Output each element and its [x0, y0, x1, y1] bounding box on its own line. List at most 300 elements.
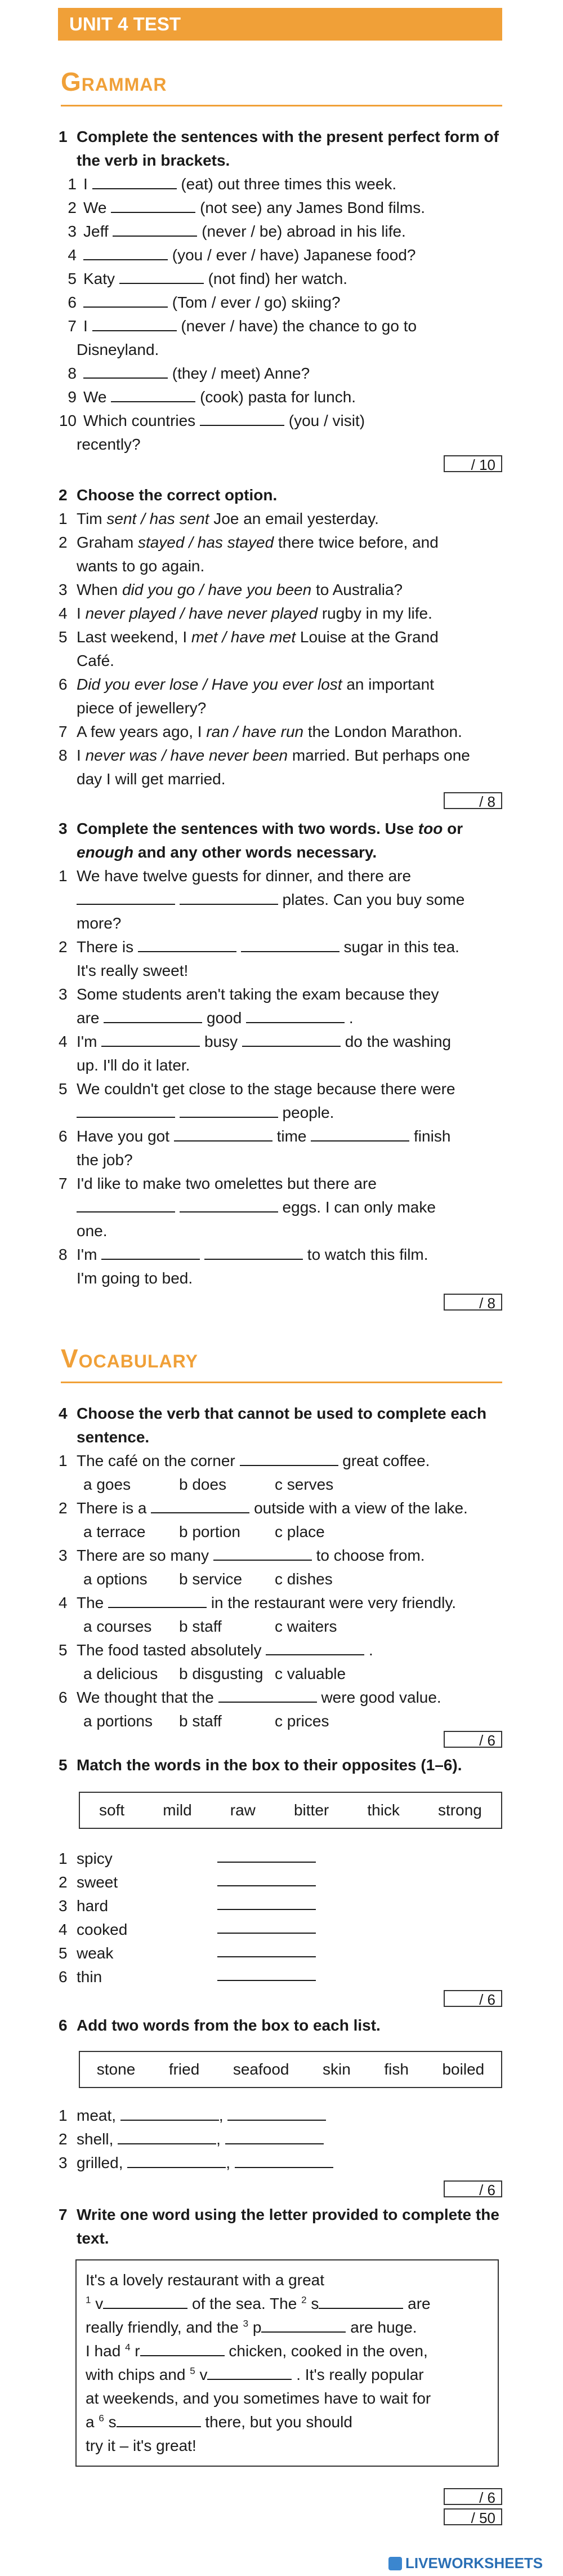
q1-item: [59, 409, 503, 433]
unit-title-bar: UNIT 4 TEST: [58, 8, 502, 41]
item-number: 1: [59, 2107, 68, 2124]
answer-blank[interactable]: [213, 1545, 312, 1561]
item-number: 6: [59, 676, 68, 693]
q7-blank-6[interactable]: [117, 2411, 201, 2427]
answer-blank[interactable]: [204, 1244, 303, 1260]
box-word: mild: [163, 1801, 192, 1819]
answer-blank[interactable]: [240, 1450, 338, 1466]
q4-options: [59, 1662, 503, 1686]
item-text: were good value.: [321, 1689, 441, 1706]
item-number: 7: [59, 723, 68, 740]
item-number: 9: [68, 388, 77, 406]
q1-item: [59, 362, 503, 385]
q2-instruction: 2 Choose the correct option.: [59, 486, 278, 504]
item-text: to Australia?: [311, 581, 403, 598]
grammar-rule: [61, 105, 502, 106]
item-continuation: [59, 1196, 503, 1219]
item-number: 8: [59, 1246, 68, 1263]
answer-blank[interactable]: [120, 2105, 219, 2121]
option-choice[interactable]: a options: [83, 1570, 148, 1588]
item-number: 5: [59, 1080, 68, 1098]
question-5: [59, 1753, 503, 1777]
box-word: seafood: [233, 2060, 289, 2078]
option-choice[interactable]: b staff: [179, 1712, 222, 1730]
answer-blank[interactable]: [113, 221, 197, 237]
q4-item: [59, 1449, 503, 1473]
item-text: (you / ever / have) Japanese food?: [172, 246, 416, 264]
answer-blank[interactable]: [127, 2152, 226, 2168]
comma-separator: ,: [218, 2107, 224, 2124]
item-number: 3: [59, 581, 68, 598]
item-text: (not find) her watch.: [208, 270, 348, 287]
question-1: [59, 125, 503, 456]
item-text: .: [369, 1641, 373, 1659]
answer-blank[interactable]: [83, 245, 168, 260]
item-continuation: [59, 767, 503, 791]
liveworksheets-logo: LIVEWORKSHEETS: [388, 2555, 543, 2572]
item-continuation: [59, 1006, 503, 1030]
option-choice[interactable]: a goes: [83, 1476, 131, 1493]
q1-item: [59, 243, 503, 267]
answer-blank[interactable]: [180, 889, 278, 905]
option-choice[interactable]: c valuable: [275, 1665, 346, 1682]
item-continuation: [59, 959, 503, 983]
q3-item: [59, 1125, 503, 1148]
option-choice[interactable]: c dishes: [275, 1570, 333, 1588]
q3-instruction: 3 Complete the sentences with two words. Use too or enough and any other words necessary.: [59, 820, 463, 861]
item-text: Some students aren't taking the exam because they: [77, 985, 439, 1003]
item-text: up. I'll do it later.: [77, 1056, 190, 1074]
q7-line-8: try it – it's great!: [86, 2437, 196, 2454]
q6-item: [59, 2128, 503, 2151]
item-text: I: [83, 317, 88, 335]
q6-instruction: 6 Add two words from the box to each list.: [59, 2017, 381, 2034]
option-choice[interactable]: stayed / has stayed: [137, 534, 274, 551]
q5-item: [59, 1847, 503, 1871]
q7-blank-1[interactable]: [103, 2293, 187, 2309]
answer-blank[interactable]: [174, 1126, 272, 1142]
answer-blank[interactable]: [227, 2105, 326, 2121]
answer-blank[interactable]: [217, 1965, 316, 1981]
answer-blank[interactable]: [108, 1592, 207, 1608]
item-continuation: [59, 696, 503, 720]
q1-item: [59, 196, 503, 220]
answer-blank[interactable]: [111, 387, 195, 402]
item-number: 4: [59, 605, 68, 622]
item-number: 5: [59, 1641, 68, 1659]
item-text: I: [83, 175, 88, 193]
q3-item: [59, 1243, 503, 1267]
q5-score-box: / 6: [444, 1990, 502, 2007]
item-text: There are so many: [77, 1547, 209, 1564]
total-score-box: / 50: [444, 2508, 502, 2525]
item-text: recently?: [77, 436, 141, 453]
option-choice[interactable]: a terrace: [83, 1523, 146, 1540]
item-number: 7: [68, 317, 77, 335]
answer-blank[interactable]: [77, 1197, 175, 1213]
q6-score-box: / 6: [444, 2180, 502, 2197]
item-text: We: [83, 388, 107, 406]
option-choice[interactable]: sent / has sent: [106, 510, 209, 527]
q1-item: [59, 172, 503, 196]
question-4: [59, 1402, 503, 1733]
answer-blank[interactable]: [217, 1871, 316, 1886]
option-choice[interactable]: never played / have never played: [85, 605, 318, 622]
q4-item: [59, 1544, 503, 1567]
q6-word-box: [79, 2051, 502, 2088]
item-text: There is a: [77, 1499, 147, 1517]
option-choice[interactable]: c waiters: [275, 1618, 337, 1635]
q2-item: [59, 578, 503, 602]
item-text: Louise at the Grand: [296, 628, 439, 646]
q5-item: [59, 1871, 503, 1894]
item-text: Have you got: [77, 1127, 169, 1145]
q2-item: [59, 625, 503, 649]
vocabulary-rule: [61, 1382, 502, 1383]
option-choice[interactable]: did you go / have you been: [122, 581, 312, 598]
q7-line-7: a $^6$ s there, but you should: [86, 2410, 489, 2434]
answer-blank[interactable]: [311, 1126, 409, 1142]
q4-options: [59, 1473, 503, 1496]
item-word: spicy: [77, 1850, 113, 1867]
option-choice[interactable]: b does: [179, 1476, 227, 1493]
option-choice[interactable]: c serves: [275, 1476, 334, 1493]
box-word: raw: [230, 1801, 256, 1819]
answer-blank[interactable]: [138, 936, 236, 952]
item-word: weak: [77, 1944, 114, 1962]
item-continuation: [59, 1267, 503, 1290]
q4-item: [59, 1591, 503, 1615]
box-word: fish: [384, 2060, 409, 2078]
q4-options: [59, 1520, 503, 1544]
item-text: The café on the corner: [77, 1452, 235, 1469]
q2-item: [59, 531, 503, 554]
q7-line-3: really friendly, and the $^3$ p are huge.: [86, 2316, 489, 2339]
q7-line-5: with chips and $^5$ v . It's really popular: [86, 2363, 489, 2387]
q2-score-box: / 8: [444, 792, 502, 809]
item-number: 10: [59, 412, 77, 429]
answer-blank[interactable]: [83, 292, 168, 308]
box-word: bitter: [293, 1801, 329, 1819]
answer-blank[interactable]: [77, 889, 175, 905]
q5-items: [59, 1847, 503, 1989]
item-text: Café.: [77, 652, 114, 669]
liveworksheets-icon: [388, 2557, 402, 2570]
question-2: [59, 483, 503, 791]
q5-instruction: 5 Match the words in the box to their opposites (1–6).: [59, 1756, 462, 1774]
item-text: I: [77, 747, 86, 764]
answer-blank[interactable]: [217, 1942, 316, 1957]
option-choice[interactable]: b portion: [179, 1523, 240, 1540]
q1-item: [59, 220, 503, 243]
item-number: 5: [68, 270, 77, 287]
q3-item: [59, 864, 503, 888]
item-word: shell,: [77, 2130, 114, 2148]
item-text: (cook) pasta for lunch.: [200, 388, 356, 406]
item-text: The: [77, 1594, 104, 1611]
item-text: Which countries: [83, 412, 196, 429]
item-number: 3: [59, 1547, 68, 1564]
item-text: there twice before, and: [274, 534, 439, 551]
q7-blank-4[interactable]: [140, 2340, 225, 2356]
item-text: one.: [77, 1222, 108, 1240]
answer-blank[interactable]: [218, 1687, 317, 1703]
vocabulary-heading: Vocabulary: [61, 1344, 198, 1373]
q4-options: [59, 1709, 503, 1733]
item-text: I'd like to make two omelettes but there are: [77, 1175, 377, 1192]
answer-blank[interactable]: [235, 2152, 333, 2168]
grammar-heading: Grammar: [61, 67, 167, 96]
item-text: We couldn't get close to the stage because there were: [77, 1080, 455, 1098]
item-text: I'm: [77, 1033, 97, 1050]
item-text: are: [77, 1009, 100, 1027]
question-6: [59, 2014, 503, 2037]
item-continuation: [59, 912, 503, 935]
item-word: hard: [77, 1897, 109, 1915]
item-number: 6: [59, 1968, 68, 1986]
answer-blank[interactable]: [217, 1894, 316, 1910]
answer-blank[interactable]: [225, 2129, 324, 2144]
answer-blank[interactable]: [217, 1918, 316, 1934]
item-word: meat,: [77, 2107, 117, 2124]
item-number: 4: [59, 1921, 68, 1938]
option-choice[interactable]: Did you ever lose / Have you ever lost: [77, 676, 342, 693]
answer-blank[interactable]: [200, 410, 284, 426]
q7-line-4: I had $^4$ r chicken, cooked in the oven,: [86, 2339, 489, 2363]
answer-blank[interactable]: [180, 1102, 278, 1118]
item-text: (not see) any James Bond films.: [200, 199, 426, 216]
q4-score-box: / 6: [444, 1731, 502, 1748]
answer-blank[interactable]: [83, 363, 168, 379]
answer-blank[interactable]: [242, 1031, 341, 1047]
q3-item: [59, 1172, 503, 1196]
item-continuation: [59, 1219, 503, 1243]
item-number: 1: [59, 510, 68, 527]
item-text: The food tasted absolutely: [77, 1641, 262, 1659]
item-number: 2: [59, 1499, 68, 1517]
item-text: eggs. I can only make: [278, 1198, 436, 1216]
item-continuation: [59, 554, 503, 578]
item-number: 1: [59, 867, 68, 885]
item-text: (eat) out three times this week.: [181, 175, 397, 193]
answer-blank[interactable]: [111, 197, 195, 213]
item-text: finish: [414, 1127, 451, 1145]
answer-blank[interactable]: [266, 1640, 364, 1655]
item-number: 4: [68, 246, 77, 264]
q3-item: [59, 983, 503, 1006]
item-text: Katy: [83, 270, 115, 287]
item-text: I'm going to bed.: [77, 1269, 193, 1287]
q7-blank-3[interactable]: [261, 2317, 346, 2333]
item-continuation: [59, 649, 503, 673]
item-number: 4: [59, 1033, 68, 1050]
item-text: (they / meet) Anne?: [172, 365, 310, 382]
item-text: We have twelve guests for dinner, and there are: [77, 867, 412, 885]
answer-blank[interactable]: [92, 316, 177, 331]
item-word: sweet: [77, 1873, 118, 1891]
item-number: 2: [59, 1873, 68, 1891]
item-text: outside with a view of the lake.: [254, 1499, 468, 1517]
q7-score-box: / 6: [444, 2488, 502, 2505]
item-number: 6: [59, 1127, 68, 1145]
item-text: It's really sweet!: [77, 962, 189, 979]
item-text: I: [77, 605, 86, 622]
item-text: the job?: [77, 1151, 133, 1169]
q2-item: [59, 673, 503, 696]
item-text: busy: [204, 1033, 238, 1050]
q3-score-box: / 8: [444, 1294, 502, 1311]
question-3: [59, 817, 503, 1290]
q5-item: [59, 1965, 503, 1989]
q7-blank-5[interactable]: [207, 2364, 292, 2380]
item-text: people.: [278, 1104, 334, 1121]
item-text: time: [276, 1127, 307, 1145]
item-word: cooked: [77, 1921, 128, 1938]
option-choice[interactable]: b disgusting: [179, 1665, 263, 1682]
q4-item: [59, 1638, 503, 1662]
option-choice[interactable]: a courses: [83, 1618, 152, 1635]
box-word: thick: [367, 1801, 400, 1819]
answer-blank[interactable]: [92, 174, 177, 189]
q1-item: [59, 291, 503, 314]
item-text: We: [83, 199, 107, 216]
item-text: married. But perhaps one: [288, 747, 470, 764]
item-text: (Tom / ever / go) skiing?: [172, 294, 341, 311]
answer-blank[interactable]: [104, 1007, 202, 1023]
item-number: 3: [59, 1897, 68, 1915]
option-choice[interactable]: c place: [275, 1523, 325, 1540]
box-word: skin: [323, 2060, 351, 2078]
option-choice[interactable]: a delicious: [83, 1665, 158, 1682]
answer-blank[interactable]: [246, 1007, 345, 1023]
item-number: 8: [68, 365, 77, 382]
item-text: (never / be) abroad in his life.: [202, 223, 406, 240]
q7-line-6: at weekends, and you sometimes have to wait for: [86, 2390, 431, 2407]
question-7: [59, 2203, 503, 2250]
q5-item: [59, 1894, 503, 1918]
box-word: strong: [438, 1801, 482, 1819]
q1-item: [59, 267, 503, 291]
answer-blank[interactable]: [217, 1847, 316, 1863]
option-choice[interactable]: met / have met: [191, 628, 296, 646]
item-text: Disneyland.: [77, 341, 159, 358]
item-text: rugby in my life.: [318, 605, 432, 622]
option-choice[interactable]: c prices: [275, 1712, 329, 1730]
q4-item: [59, 1496, 503, 1520]
answer-blank[interactable]: [241, 936, 339, 952]
item-continuation: [59, 433, 503, 456]
item-text: plates. Can you buy some: [278, 891, 465, 908]
item-text: Last weekend, I: [77, 628, 191, 646]
item-continuation: [59, 1054, 503, 1077]
item-continuation: [59, 338, 503, 362]
q2-item: [59, 507, 503, 531]
item-text: Tim: [77, 510, 107, 527]
q6-item: [59, 2104, 503, 2128]
item-text: do the washing: [345, 1033, 452, 1050]
item-text: When: [77, 581, 122, 598]
item-number: 3: [59, 2154, 68, 2171]
q7-line-1: It's a lovely restaurant with a great: [86, 2271, 324, 2289]
item-number: 2: [59, 2130, 68, 2148]
item-number: 4: [59, 1594, 68, 1611]
q1-score-box: / 10: [444, 455, 502, 472]
q7-blank-2[interactable]: [319, 2293, 403, 2309]
option-choice[interactable]: b staff: [179, 1618, 222, 1635]
q4-item: [59, 1686, 503, 1709]
item-number: 1: [68, 175, 77, 193]
answer-blank[interactable]: [101, 1031, 200, 1047]
option-choice[interactable]: b service: [179, 1570, 243, 1588]
item-text: an important: [342, 676, 434, 693]
item-text: sugar in this tea.: [343, 938, 459, 956]
item-text: (you / visit): [288, 412, 365, 429]
q7-text-box: [75, 2259, 499, 2467]
item-text: good: [207, 1009, 242, 1027]
item-text: day I will get married.: [77, 770, 226, 788]
item-number: 3: [59, 985, 68, 1003]
item-number: 2: [59, 534, 68, 551]
box-word: boiled: [442, 2060, 485, 2078]
comma-separator: ,: [226, 2154, 231, 2171]
item-text: A few years ago, I: [77, 723, 207, 740]
item-text: the London Marathon.: [303, 723, 462, 740]
q5-word-box: [79, 1792, 502, 1829]
item-text: great coffee.: [342, 1452, 430, 1469]
q6-items: [59, 2104, 503, 2175]
item-text: Joe an email yesterday.: [209, 510, 379, 527]
item-number: 1: [59, 1850, 68, 1867]
option-choice[interactable]: ran / have run: [206, 723, 304, 740]
item-number: 5: [59, 1944, 68, 1962]
q5-item: [59, 1942, 503, 1965]
answer-blank[interactable]: [151, 1498, 249, 1513]
item-number: 8: [59, 747, 68, 764]
item-text: more?: [77, 914, 122, 932]
option-choice[interactable]: a portions: [83, 1712, 153, 1730]
answer-blank[interactable]: [119, 268, 204, 284]
item-text: There is: [77, 938, 134, 956]
q2-item: [59, 720, 503, 744]
answer-blank[interactable]: [180, 1197, 278, 1213]
q1-item: [59, 385, 503, 409]
item-text: Jeff: [83, 223, 109, 240]
option-choice[interactable]: never was / have never been: [85, 747, 288, 764]
answer-blank[interactable]: [101, 1244, 200, 1260]
item-number: 6: [68, 294, 77, 311]
q4-options: [59, 1615, 503, 1638]
q1-instruction: 1 Complete the sentences with the present perfect form of the verb in brackets.: [59, 128, 499, 169]
box-word: stone: [96, 2060, 136, 2078]
answer-blank[interactable]: [118, 2129, 216, 2144]
q3-item: [59, 1077, 503, 1101]
item-number: 2: [68, 199, 77, 216]
q7-line-2: $^1$ v of the sea. The $^2$ s are: [86, 2292, 489, 2316]
item-number: 3: [68, 223, 77, 240]
item-continuation: [59, 1148, 503, 1172]
item-text: I'm: [77, 1246, 97, 1263]
box-word: soft: [99, 1801, 125, 1819]
answer-blank[interactable]: [77, 1102, 175, 1118]
item-continuation: [59, 1101, 503, 1125]
box-word: fried: [168, 2060, 200, 2078]
q1-item: [59, 314, 503, 338]
q3-item: [59, 1030, 503, 1054]
item-continuation: [59, 888, 503, 912]
item-text: .: [345, 1009, 354, 1027]
item-number: 5: [59, 628, 68, 646]
item-number: 1: [59, 1452, 68, 1469]
